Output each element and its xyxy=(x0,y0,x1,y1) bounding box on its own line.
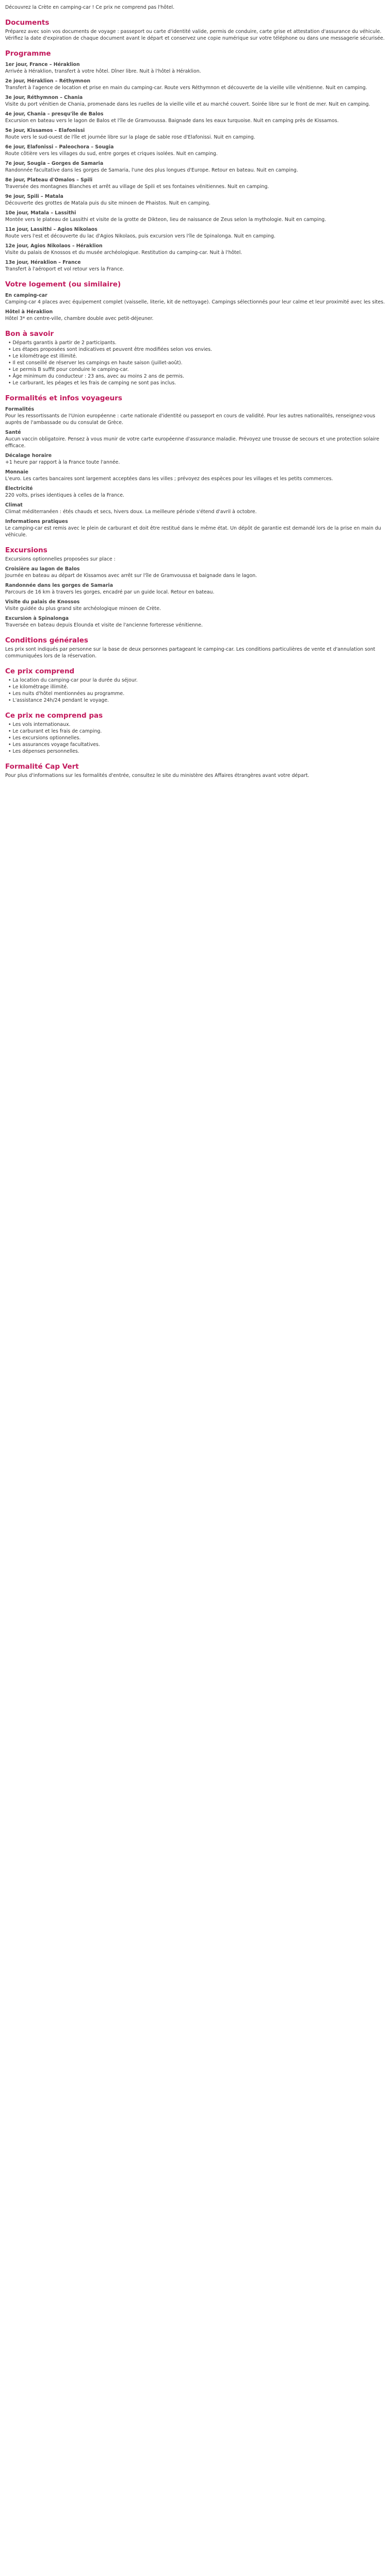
paragraph: Excursions optionnelles proposées sur place : xyxy=(5,556,116,562)
subheading-excursion-a-spinalonga: Excursion à Spinalonga xyxy=(5,616,69,621)
paragraph: Aucun vaccin obligatoire. Pensez à vous munir de votre carte européenne d'assurance maladie. Prévoyez une trousse de secours et une protection solaire efficace. xyxy=(5,436,380,449)
bullet-item: • Les étapes proposées sont indicatives et peuvent être modifiées selon vos envies. xyxy=(8,347,213,352)
subheading-monnaie: Monnaie xyxy=(5,469,29,475)
subheading-1er-jour-france-heraklion: 1er jour, France – Héraklion xyxy=(5,62,80,67)
paragraph: Parcours de 16 km à travers les gorges, encadré par un guide local. Retour en bateau. xyxy=(5,589,215,595)
paragraph: 220 volts, prises identiques à celles de la France. xyxy=(5,493,124,498)
subheading-randonnee-dans-les-gorges-de-samaria: Randonnée dans les gorges de Samaria xyxy=(5,583,113,588)
subheading-4e-jour-chania-presqu-ile-de-balos: 4e jour, Chania – presqu'île de Balos xyxy=(5,111,104,117)
bullet-item: • Le permis B suffit pour conduire le camping-car. xyxy=(8,367,129,372)
paragraph: Pour plus d'informations sur les formalités d'entrée, consultez le site du ministère des Affaires étrangères avant votre départ. xyxy=(5,773,309,778)
paragraph: Visite du port vénitien de Chania, promenade dans les ruelles de la vieille ville et au marché couvert. Soirée libre sur le front de mer. Nuit en camping. xyxy=(5,101,370,107)
section-heading-conditions-generales: Conditions générales xyxy=(5,636,88,645)
section-heading-ce-prix-ne-comprend-pas: Ce prix ne comprend pas xyxy=(5,711,103,720)
subheading-9e-jour-spili-matala: 9e jour, Spili – Matala xyxy=(5,194,63,199)
subheading-12e-jour-agios-nikolaos-heraklion: 12e jour, Agios Nikolaos – Héraklion xyxy=(5,243,103,249)
paragraph: Le camping-car est remis avec le plein de carburant et doit être restitué dans le même état. Un dépôt de garantie est demandé lors de la prise en main du véhicule. xyxy=(5,526,381,538)
paragraph: Randonnée facultative dans les gorges de Samaria, l'une des plus longues d'Europe. Retour en bateau. Nuit en camping. xyxy=(5,167,298,173)
bullet-item: • Le kilométrage est illimité. xyxy=(8,353,77,359)
subheading-7e-jour-sougia-gorges-de-samaria: 7e jour, Sougia – Gorges de Samaria xyxy=(5,161,104,166)
bullet-item: • La location du camping-car pour la durée du séjour. xyxy=(8,677,138,683)
subheading-electricite: Électricité xyxy=(5,486,33,492)
subheading-croisiere-au-lagon-de-balos: Croisière au lagon de Balos xyxy=(5,566,80,572)
subheading-10e-jour-matala-lassithi: 10e jour, Matala – Lassithi xyxy=(5,210,76,216)
paragraph: Traversée des montagnes Blanches et arrêt au village de Spili et ses fontaines vénitiennes. Nuit en camping. xyxy=(5,184,269,190)
section-heading-bon-a-savoir: Bon à savoir xyxy=(5,330,54,338)
paragraph: Journée en bateau au départ de Kissamos avec arrêt sur l'île de Gramvoussa et baignade dans le lagon. xyxy=(5,573,257,579)
paragraph: Climat méditerranéen : étés chauds et secs, hivers doux. La meilleure période s'étend d'avril à octobre. xyxy=(5,509,257,515)
bullet-item: • Le carburant et les frais de camping. xyxy=(8,728,102,734)
section-heading-formalites-et-infos-voyageurs: Formalités et infos voyageurs xyxy=(5,394,122,402)
paragraph: Traversée en bateau depuis Elounda et visite de l'ancienne forteresse vénitienne. xyxy=(5,622,203,628)
subheading-5e-jour-kissamos-elafonissi: 5e jour, Kissamos – Elafonissi xyxy=(5,128,85,133)
paragraph: Préparez avec soin vos documents de voyage : passeport ou carte d'identité valide, permis de conduire, carte grise et attestation d'assurance du véhicule. Vérifiez la date d'expiration de chaque document avant le départ et conservez une copie numérique sur votre téléphone ou dans une messagerie sécurisée. xyxy=(5,29,385,41)
subheading-2e-jour-heraklion-rethymnon: 2e jour, Héraklion – Réthymnon xyxy=(5,78,91,84)
paragraph: Route côtière vers les villages du sud, entre gorges et criques isolées. Nuit en camping. xyxy=(5,151,218,157)
paragraph: Découvrez la Crète en camping-car ! Ce prix ne comprend pas l'hôtel. xyxy=(5,5,175,10)
subheading-decalage-horaire: Décalage horaire xyxy=(5,453,52,459)
subheading-sante: Santé xyxy=(5,430,21,435)
paragraph: Visite guidée du plus grand site archéologique minoen de Crète. xyxy=(5,606,161,612)
paragraph: Découverte des grottes de Matala puis du site minoen de Phaistos. Nuit en camping. xyxy=(5,200,210,206)
bullet-item: • Départs garantis à partir de 2 participants. xyxy=(8,340,117,346)
subheading-6e-jour-elafonissi-paleochora-sougia: 6e jour, Elafonissi – Paleochora – Sougia xyxy=(5,144,114,150)
subheading-formalites: Formalités xyxy=(5,406,35,412)
bullet-item: • Le kilométrage illimité. xyxy=(8,684,69,690)
paragraph: Route vers l'est et découverte du lac d'Agios Nikolaos, puis excursion vers l'île de Spinalonga. Nuit en camping. xyxy=(5,233,275,239)
paragraph: L'euro. Les cartes bancaires sont largement acceptées dans les villes ; prévoyez des espèces pour les villages et les petits commerces. xyxy=(5,476,333,482)
subheading-en-camping-car: En camping-car xyxy=(5,293,47,298)
document-page xyxy=(0,0,391,779)
paragraph: Camping-car 4 places avec équipement complet (vaisselle, literie, kit de nettoyage). Campings sélectionnés pour leur calme et leur proximité avec les sites. xyxy=(5,299,385,305)
section-heading-programme: Programme xyxy=(5,49,51,58)
section-heading-excursions: Excursions xyxy=(5,546,47,554)
bullet-item: • L'assistance 24h/24 pendant le voyage. xyxy=(8,698,109,703)
subheading-climat: Climat xyxy=(5,502,23,508)
bullet-item: • Les assurances voyage facultatives. xyxy=(8,742,100,748)
paragraph: Transfert à l'aéroport et vol retour vers la France. xyxy=(5,266,124,272)
paragraph: Pour les ressortissants de l'Union européenne : carte nationale d'identité ou passeport en cours de validité. Pour les autres nationalités, renseignez-vous auprès de l'ambassade ou du consulat de Grèce. xyxy=(5,413,376,426)
document-body xyxy=(5,4,386,779)
subheading-hotel-a-heraklion: Hôtel à Héraklion xyxy=(5,309,53,315)
section-heading-votre-logement-ou-similaire: Votre logement (ou similaire) xyxy=(5,280,121,289)
bullet-item: • Les excursions optionnelles. xyxy=(8,735,81,741)
paragraph: Route vers le sud-ouest de l'île et journée libre sur la plage de sable rose d'Elafonissi. Nuit en camping. xyxy=(5,134,255,140)
section-heading-ce-prix-comprend: Ce prix comprend xyxy=(5,667,75,675)
bullet-item: • Il est conseillé de réserver les campings en haute saison (juillet-août). xyxy=(8,360,183,366)
paragraph: Transfert à l'agence de location et prise en main du camping-car. Route vers Réthymnon et découverte de la vieille ville vénitienne. Nuit en camping. xyxy=(5,85,367,91)
section-heading-documents: Documents xyxy=(5,19,50,27)
paragraph: Arrivée à Héraklion, transfert à votre hôtel. Dîner libre. Nuit à l'hôtel à Héraklion. xyxy=(5,69,201,74)
section-heading-formalite-cap-vert: Formalité Cap Vert xyxy=(5,762,79,771)
subheading-8e-jour-plateau-d-omalos-spili: 8e jour, Plateau d'Omalos – Spili xyxy=(5,177,93,183)
paragraph: Montée vers le plateau de Lassithi et visite de la grotte de Dikteon, lieu de naissance de Zeus selon la mythologie. Nuit en camping. xyxy=(5,217,327,223)
subheading-13e-jour-heraklion-france: 13e jour, Héraklion – France xyxy=(5,260,81,265)
subheading-3e-jour-rethymnon-chania: 3e jour, Réthymnon – Chania xyxy=(5,95,83,100)
paragraph: Visite du palais de Knossos et du musée archéologique. Restitution du camping-car. Nuit à l'hôtel. xyxy=(5,250,242,256)
paragraph: Hôtel 3* en centre-ville, chambre double avec petit-déjeuner. xyxy=(5,316,154,321)
subheading-11e-jour-lassithi-agios-nikolaos: 11e jour, Lassithi – Agios Nikolaos xyxy=(5,227,97,232)
bullet-item: • Âge minimum du conducteur : 23 ans, avec au moins 2 ans de permis. xyxy=(8,374,184,379)
subheading-informations-pratiques: Informations pratiques xyxy=(5,519,68,524)
subheading-visite-du-palais-de-knossos: Visite du palais de Knossos xyxy=(5,599,80,605)
paragraph: Excursion en bateau vers le lagon de Balos et l'île de Gramvoussa. Baignade dans les eaux turquoise. Nuit en camping près de Kissamos. xyxy=(5,118,339,124)
bullet-item: • Les dépenses personnelles. xyxy=(8,749,79,754)
bullet-item: • Les nuits d'hôtel mentionnées au programme. xyxy=(8,691,125,697)
bullet-item: • Le carburant, les péages et les frais de camping ne sont pas inclus. xyxy=(8,380,176,386)
paragraph: +1 heure par rapport à la France toute l'année. xyxy=(5,460,120,465)
bullet-item: • Les vols internationaux. xyxy=(8,722,71,727)
paragraph: Les prix sont indiqués par personne sur la base de deux personnes partageant le camping-car. Les conditions particulières de vente et d'annulation sont communiquées lors de la réservation. xyxy=(5,647,376,659)
